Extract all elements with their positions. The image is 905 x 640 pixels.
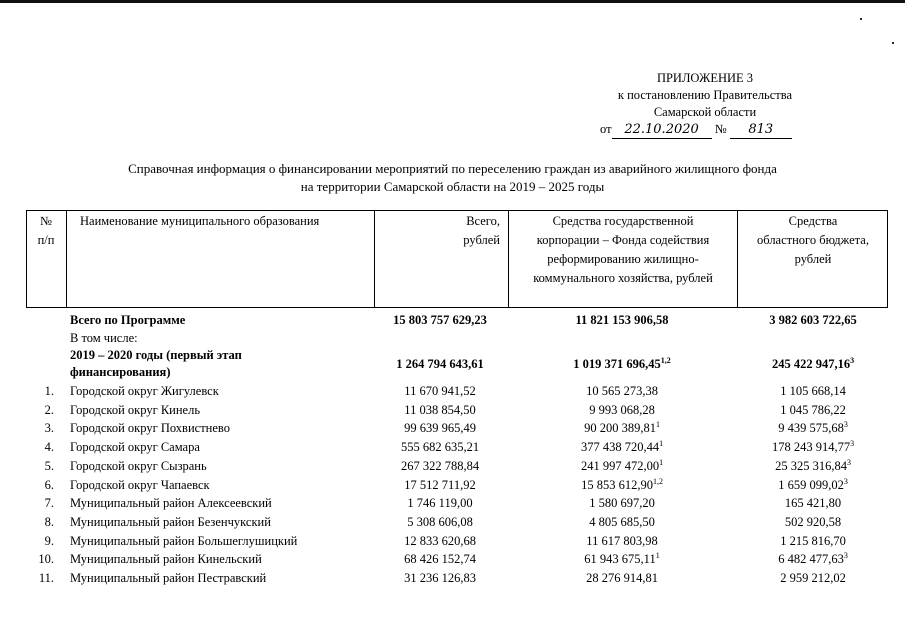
footnote-mark: 1	[655, 420, 660, 430]
column-divider	[66, 210, 67, 308]
row-fund: 1 580 697,20	[589, 496, 655, 511]
appendix-line: Самарской области	[653, 105, 757, 119]
total-row	[0, 313, 905, 332]
document-title	[40, 160, 865, 196]
row-fund: 28 276 914,81	[586, 571, 658, 585]
total-fund: 11 821 153 906,58	[575, 313, 669, 327]
footnote-mark: 3	[850, 438, 855, 448]
header-fund: Средства государственной корпорации – Фонда содействия реформированию жилищно- коммунального хозяйства, рублей	[533, 214, 713, 285]
table-row	[0, 571, 905, 590]
footnote-mark: 1,2	[652, 476, 663, 486]
table-row	[0, 515, 905, 534]
row-name: Муниципальный район Безенчукский	[70, 514, 271, 529]
footnote-mark: 3	[843, 420, 848, 430]
table-row	[0, 552, 905, 571]
row-number: 8.	[44, 514, 54, 529]
row-total: 12 833 620,68	[404, 533, 476, 548]
row-fund: 15 853 612,90$^{1,2}$	[581, 476, 663, 492]
header-total: Всего, рублей	[463, 214, 500, 247]
row-name: Городской округ Кинель	[70, 402, 201, 417]
row-total: 267 322 788,84	[400, 458, 480, 473]
footnote-mark: 3	[843, 551, 848, 561]
footnote-mark: 3	[843, 476, 848, 486]
header-name: Наименование муниципального образования	[80, 214, 320, 228]
row-total: 17 512 711,92	[404, 477, 476, 492]
row-number: 7.	[44, 496, 54, 511]
stage-total: 1 264 794 643,61	[396, 357, 484, 371]
row-region: 1 215 816,70	[780, 533, 846, 548]
number-prefix: №	[714, 122, 727, 136]
footnote-mark: 3	[850, 355, 855, 365]
row-region: 1 105 668,14	[780, 384, 846, 398]
document-title-line: на территории Самарской области на 2019 – 2025 годы	[300, 179, 605, 194]
scan-speck	[892, 42, 894, 44]
stage-region: 245 422 947,16$^3$	[771, 355, 855, 371]
row-region: 9 439 575,68$^3$	[778, 420, 848, 436]
row-total: 555 682 635,21	[400, 440, 480, 455]
column-divider	[374, 210, 375, 308]
row-number: 3.	[44, 421, 54, 436]
appendix-block	[600, 70, 810, 139]
row-name: Городской округ Похвистнево	[70, 421, 230, 436]
row-total: 1 746 119,00	[407, 496, 473, 511]
row-name: Муниципальный район Пестравский	[70, 571, 267, 585]
table-row	[0, 459, 905, 478]
footnote-mark: 1	[659, 438, 664, 448]
row-total: 11 670 941,52	[404, 384, 476, 398]
row-fund: 61 943 675,11$^1$	[584, 551, 660, 567]
row-total: 99 639 965,49	[404, 421, 476, 436]
total-label: Всего по Программе	[70, 313, 186, 327]
row-region: 165 421,80	[784, 496, 842, 511]
row-total: 31 236 126,83	[404, 571, 476, 585]
row-fund: 9 993 068,28	[589, 402, 655, 417]
appendix-date-line	[600, 121, 810, 139]
scan-speck	[860, 18, 862, 20]
footnote-mark: 1,2	[660, 355, 671, 365]
row-number: 1.	[44, 384, 54, 398]
handwritten-date: 22.10.2020	[612, 121, 712, 139]
row-number: 2.	[44, 402, 54, 417]
stage-label-line1: 2019 – 2020 годы (первый этап	[70, 348, 242, 362]
stage-fund: 1 019 371 696,45$^{1,2}$	[573, 355, 671, 371]
row-number: 9.	[44, 533, 54, 548]
table-row	[0, 403, 905, 422]
row-number: 11.	[38, 571, 54, 585]
row-fund: 90 200 389,81$^1$	[584, 420, 660, 436]
row-region: 1 045 786,22	[780, 402, 846, 417]
stage-label-line2: финансирования)	[70, 365, 171, 379]
row-number: 5.	[44, 458, 54, 473]
table-row	[0, 421, 905, 440]
row-name: Городской округ Жигулевск	[70, 384, 219, 398]
appendix-title: ПРИЛОЖЕНИЕ 3	[656, 71, 754, 85]
row-name: Городской округ Сызрань	[70, 458, 207, 473]
table-row	[0, 384, 905, 403]
row-fund: 4 805 685,50	[589, 514, 655, 529]
row-region: 2 959 212,02	[780, 571, 846, 585]
row-name: Муниципальный район Алексеевский	[70, 496, 272, 511]
row-region: 1 659 099,02$^3$	[778, 476, 848, 492]
including-label: В том числе:	[70, 331, 138, 345]
row-number: 4.	[44, 440, 54, 455]
column-divider	[508, 210, 509, 308]
document-title-line: Справочная информация о финансировании мероприятий по переселению граждан из аварийного жилищного фонда	[128, 161, 777, 176]
row-fund: 241 997 472,00$^1$	[580, 457, 664, 473]
table-row	[0, 440, 905, 459]
header-num: № п/п	[37, 214, 55, 247]
column-divider	[737, 210, 738, 308]
handwritten-number: 813	[730, 121, 792, 139]
footnote-mark: 1	[659, 457, 664, 467]
header-region: Средства областного бюджета, рублей	[757, 214, 869, 266]
table-row	[0, 478, 905, 497]
row-region: 178 243 914,77$^3$	[771, 438, 855, 455]
row-fund: 10 565 273,38	[586, 384, 658, 398]
row-region: 6 482 477,63$^3$	[778, 551, 848, 567]
row-name: Городской округ Чапаевск	[70, 477, 210, 492]
date-prefix: от	[600, 122, 612, 136]
footnote-mark: 3	[846, 457, 851, 467]
row-fund: 11 617 803,98	[586, 533, 658, 548]
row-name: Муниципальный район Большеглушицкий	[70, 533, 298, 548]
row-region: 502 920,58	[784, 514, 842, 529]
total-sum: 15 803 757 629,23	[393, 313, 487, 327]
table-row	[0, 496, 905, 515]
row-number: 10.	[38, 552, 54, 567]
row-region: 25 325 316,84$^3$	[775, 457, 851, 473]
row-number: 6.	[44, 477, 54, 492]
footnote-mark: 1	[655, 551, 660, 561]
total-region: 3 982 603 722,65	[769, 313, 857, 327]
top-border	[0, 0, 905, 3]
appendix-line: к постановлению Правительства	[617, 88, 793, 102]
row-total: 5 308 606,08	[407, 514, 473, 529]
row-total: 11 038 854,50	[404, 402, 476, 417]
row-name: Городской округ Самара	[70, 440, 200, 455]
row-total: 68 426 152,74	[404, 552, 476, 567]
table-row	[0, 534, 905, 553]
row-name: Муниципальный район Кинельский	[70, 552, 262, 567]
row-fund: 377 438 720,44$^1$	[580, 438, 664, 455]
stage-row	[0, 348, 905, 384]
